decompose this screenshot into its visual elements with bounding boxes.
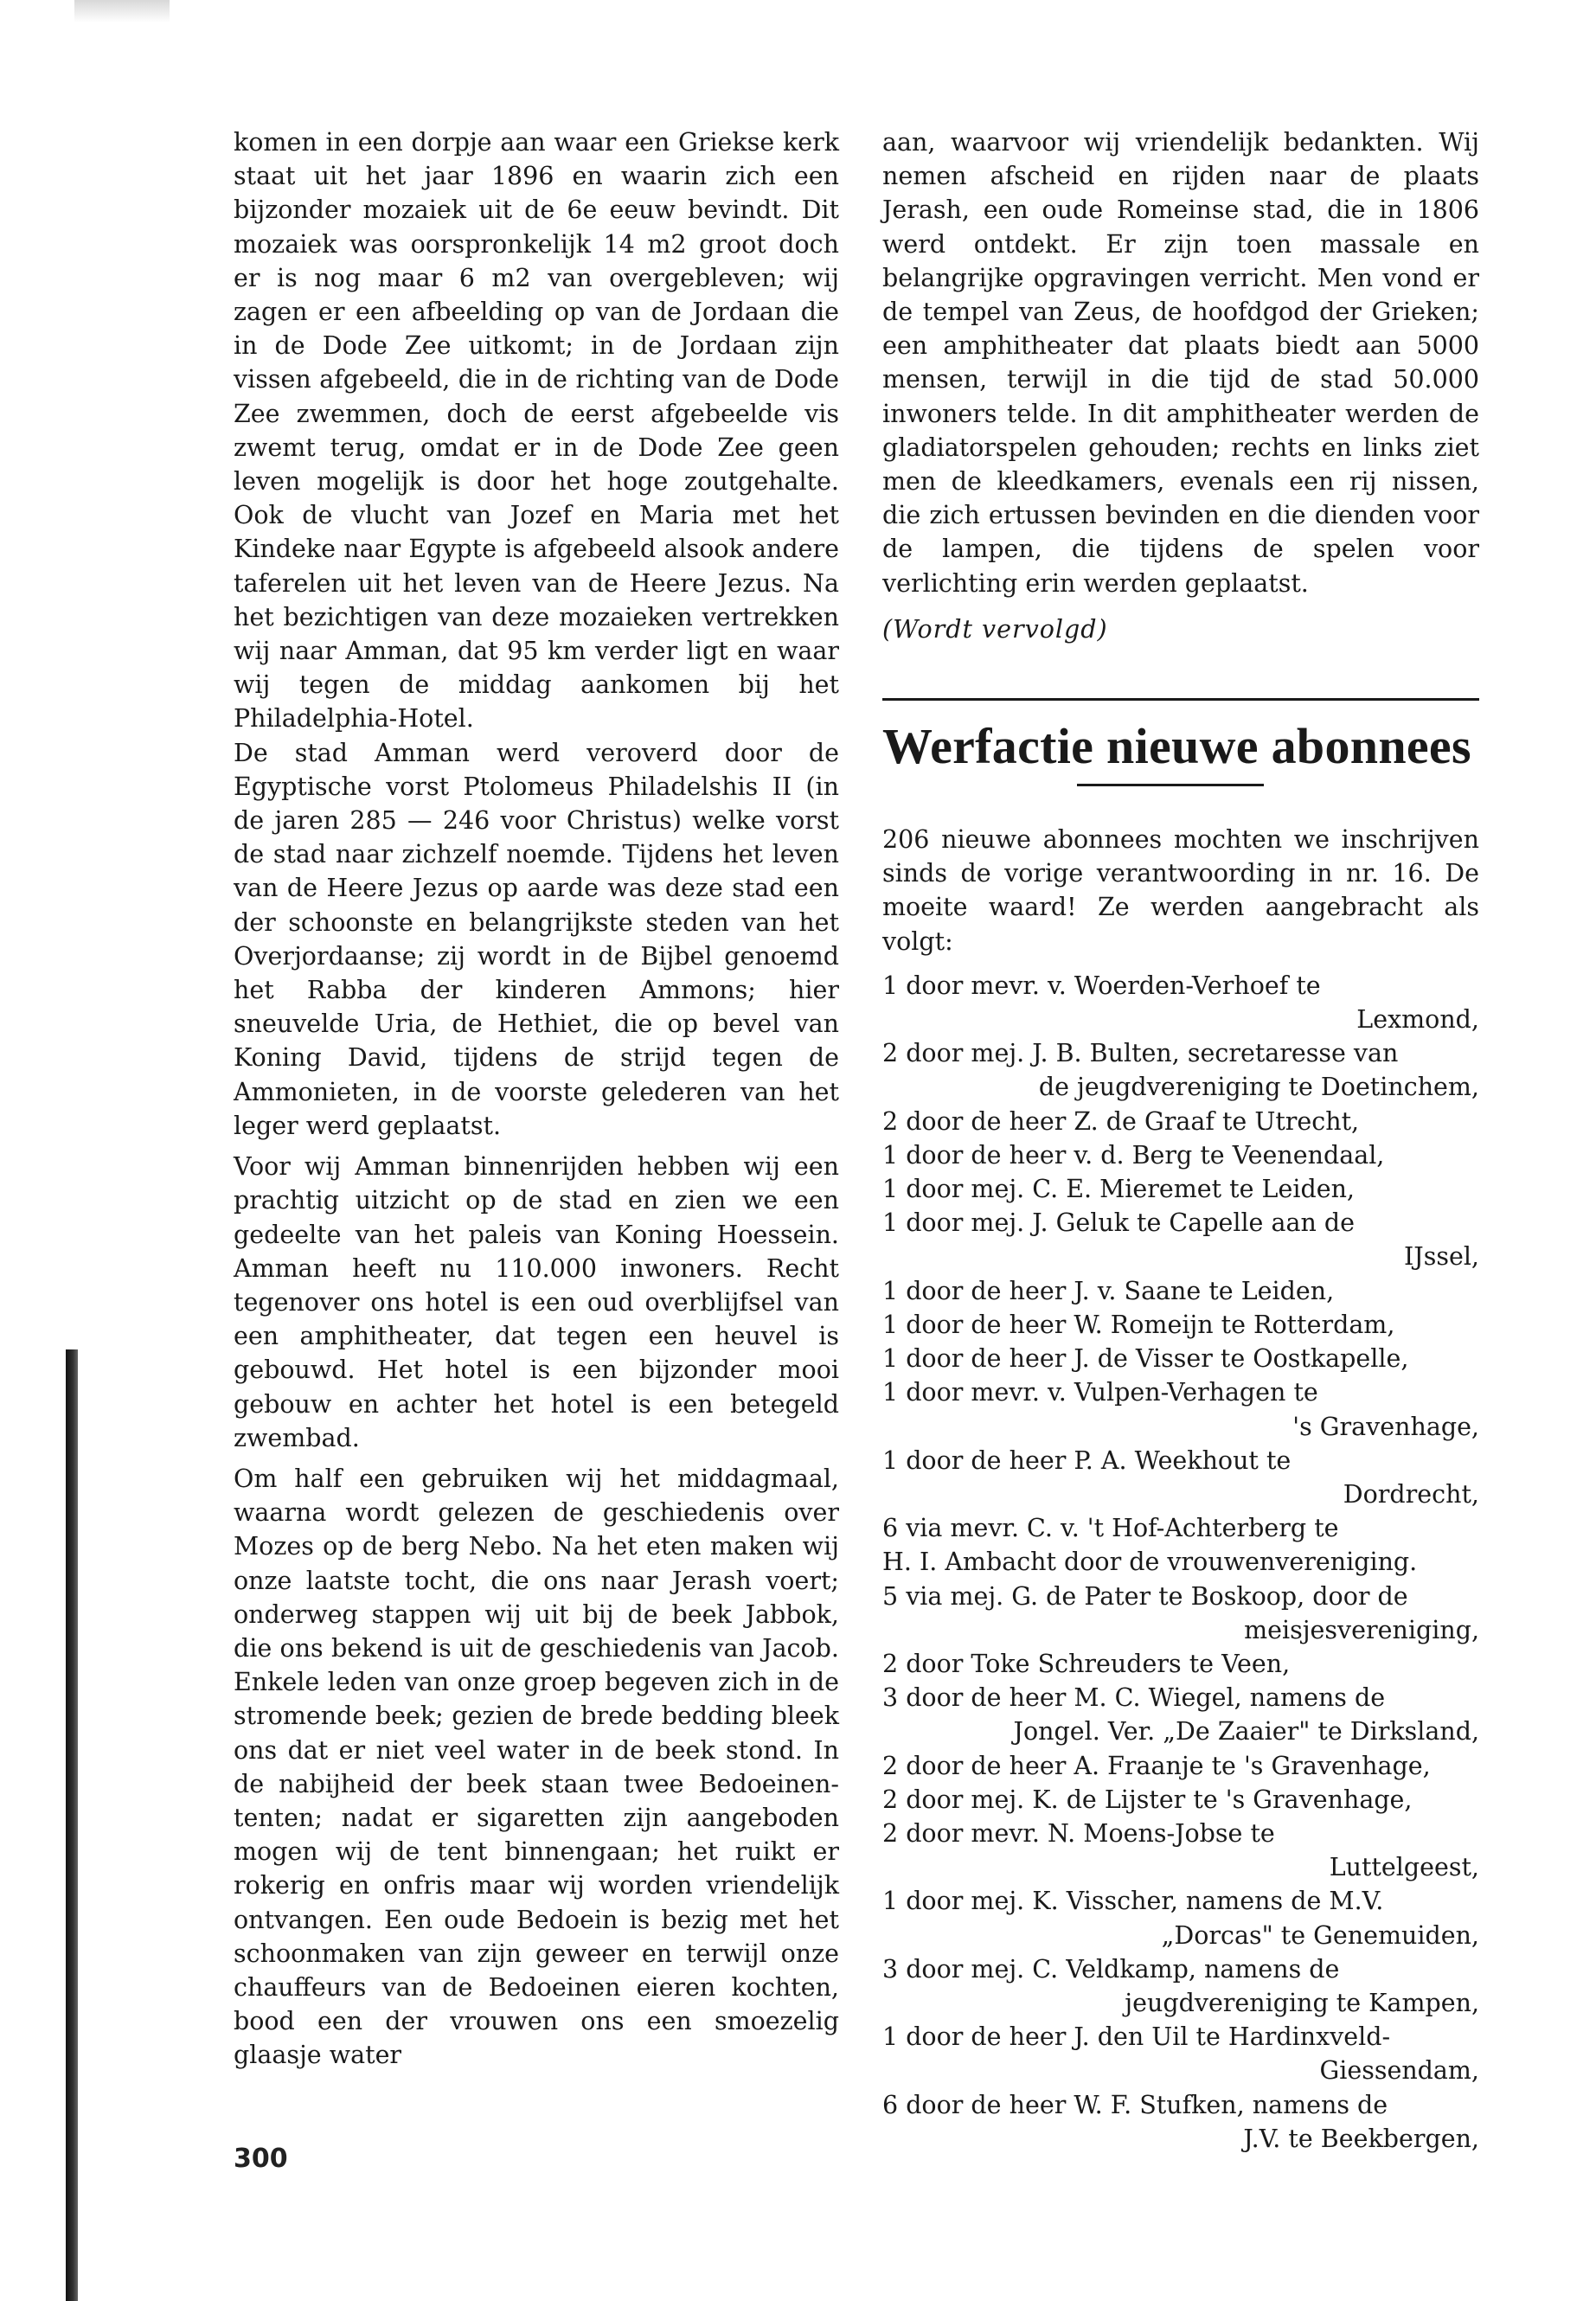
list-item	[882, 1783, 1479, 1817]
list-item	[882, 1580, 1479, 1647]
list-item-continuation: Jongel. Ver. „De Zaaier" te Dirksland,	[1013, 1717, 1479, 1747]
list-item	[882, 1647, 1479, 1681]
list-item-line: 1 door mej. C. E. Mieremet te Leiden,	[882, 1175, 1355, 1204]
scan-shadow-top	[74, 0, 170, 22]
list-item	[882, 1342, 1479, 1375]
list-item	[882, 1681, 1479, 1748]
paragraph: Om half een gebruiken wij het middagmaal, waarna wordt gelezen de geschiedenis over Mozes op de berg Nebo. Na het eten maken wij onze laatste tocht, die ons naar Jerash voert; onderweg stappen wij uit bij de beek Jabbok, die ons bekend is uit de geschiedenis van Jacob. Enkele leden van onze groep begeven zich in de stromende beek; gezien de brede bedding bleek ons dat er niet veel water in de beek stond. In de nabijheid der beek staan twee Bedoeinen-tenten; nadat er sigaretten zijn aangeboden mogen wij de tent binnengaan; het ruikt er rokerig en onfris maar wij worden vriendelijk ontvangen. Een oude Bedoein is bezig met het schoonmaken van zijn geweer en terwijl onze chauffeurs van de Bedoeinen eieren kochten, bood een der vrouwen ons een smoezelig glaasje water	[234, 1464, 839, 2070]
page-number: 300	[234, 2144, 288, 2174]
list-item-line: 2 door mej. K. de Lijster te 's Gravenhage,	[882, 1785, 1413, 1814]
list-item	[882, 1511, 1479, 1545]
paragraph: De stad Amman werd veroverd door de Egyptische vorst Ptolomeus Philadelshis II (in de jaren 285 — 246 voor Christus) welke vorst de stad naar zichzelf noemde. Tijdens het leven van de Heere Jezus op aarde was deze stad een der schoonste en belangrijkste steden van het Overjordaanse; zij wordt in de Bijbel genoemd het Rabba der kinderen Ammons; hier sneuvelde Uria, de Hethiet, die op bevel van Koning David, tijdens de strijd tegen de Ammonieten, in de voorste gelederen van het leger werd geplaatst.	[234, 738, 839, 1140]
left-column	[234, 125, 839, 2073]
right-column	[882, 125, 1479, 2156]
list-item-continuation: „Dorcas" te Genemuiden,	[1161, 1920, 1479, 1950]
list-item	[882, 1817, 1479, 1884]
list-item	[882, 1884, 1479, 1952]
list-item	[882, 1105, 1479, 1138]
list-item	[882, 2020, 1479, 2087]
intro-paragraph: 206 nieuwe abonnees mochten we inschrijven sinds de vorige verantwoording in nr. 16. De moeite waard! Ze werden aangebracht als volgt:	[882, 825, 1479, 956]
list-item-line: 2 door de heer Z. de Graaf te Utrecht,	[882, 1106, 1360, 1136]
list-item	[882, 1749, 1479, 1783]
title-underline	[1077, 784, 1264, 786]
list-item	[882, 1172, 1479, 1206]
list-item-continuation: de jeugdvereniging te Doetinchem,	[1038, 1073, 1479, 1102]
list-item-continuation: Luttelgeest,	[1329, 1853, 1479, 1882]
list-item-line: H. I. Ambacht door de vrouwenvereniging.	[882, 1548, 1418, 1577]
list-item-line: 1 door de heer J. de Visser te Oostkapelle,	[882, 1344, 1409, 1374]
list-item	[882, 1274, 1479, 1308]
list-item-continuation: J.V. te Beekbergen,	[1243, 2124, 1479, 2153]
list-item-line: 6 via mevr. C. v. 't Hof-Achterberg te	[882, 1514, 1339, 1543]
list-item	[882, 1308, 1479, 1342]
list-item-line: 5 via mej. G. de Pater te Boskoop, door de	[882, 1581, 1408, 1611]
list-item-continuation: IJssel,	[1404, 1242, 1479, 1272]
to-be-continued-note: (Wordt vervolgd)	[882, 614, 1108, 644]
paragraph: komen in een dorpje aan waar een Griekse kerk staat uit het jaar 1896 en waarin zich een bijzonder mozaiek uit de 6e eeuw bevindt. Dit mozaiek was oorspronkelijk 14 m2 groot doch er is nog maar 6 m2 van overgebleven; wij zagen er een afbeelding op van de Jordaan die in de Dode Zee uitkomt; in de Jordaan zijn vissen afgebeeld, die in de richting van de Dode Zee zwemmen, doch de eerst afgebeelde vis zwemt terug, omdat er in de Dode Zee geen leven mogelijk is door het hoge zoutgehalte. Ook de vlucht van Jozef en Maria met het Kindeke naar Egypte is afgebeeld alsook andere taferelen uit het leven van de Heere Jezus. Na het bezichtigen van deze mozaieken vertrekken wij naar Amman, dat 95 km verder ligt en waar wij tegen de middag aankomen bij het Philadelphia-Hotel.	[234, 128, 839, 734]
list-item	[882, 1206, 1479, 1273]
list-item	[882, 969, 1479, 1036]
section-divider	[882, 698, 1479, 701]
list-item	[882, 1375, 1479, 1443]
list-item-line: 2 door Toke Schreuders te Veen,	[882, 1649, 1291, 1678]
list-item-line: 1 door de heer J. den Uil te Hardinxveld-	[882, 2022, 1391, 2052]
list-item-continuation: Lexmond,	[1356, 1005, 1479, 1035]
list-item-line: 1 door mej. K. Visscher, namens de M.V.	[882, 1887, 1384, 1916]
list-item	[882, 1444, 1479, 1511]
list-item-continuation: 's Gravenhage,	[1292, 1412, 1479, 1441]
list-item-line: 3 door de heer M. C. Wiegel, namens de	[882, 1683, 1386, 1713]
list-item-line: 1 door de heer v. d. Berg te Veenendaal,	[882, 1140, 1385, 1170]
list-item	[882, 1952, 1479, 2020]
list-item-continuation: jeugdvereniging te Kampen,	[1125, 1988, 1479, 2017]
list-item	[882, 1545, 1479, 1579]
list-item-line: 1 door mevr. v. Vulpen-Verhagen te	[882, 1378, 1318, 1407]
list-item-line: 1 door mevr. v. Woerden-Verhoef te	[882, 971, 1321, 1000]
list-item-line: 1 door de heer J. v. Saane te Leiden,	[882, 1276, 1335, 1305]
subscriber-list	[882, 969, 1479, 2156]
list-item	[882, 1138, 1479, 1172]
list-item	[882, 1036, 1479, 1104]
list-item	[882, 2088, 1479, 2156]
paragraph-continuation: aan, waarvoor wij vriendelijk bedankten. Wij nemen afscheid en rijden naar de plaats Jerash, een oude Romeinse stad, die in 1806 werd ontdekt. Er zijn toen massale en belangrijke opgravingen verricht. Men vond er de tempel van Zeus, de hoofdgod der Grieken; een amphitheater dat plaats biedt aan 5000 mensen, terwijl in die tijd de stad 50.000 inwoners telde. In dit amphitheater werden de gladiatorspelen gehouden; rechts en links ziet men de kleedkamers, evenals een rij nissen, die zich ertussen bevinden en die dienden voor de lampen, die tijdens de spelen voor verlichting erin werden geplaatst.	[882, 128, 1479, 598]
list-item-continuation: Dordrecht,	[1343, 1479, 1479, 1509]
list-item-line: 3 door mej. C. Veldkamp, namens de	[882, 1954, 1340, 1984]
scan-binding-edge	[66, 1349, 78, 2301]
section-title: Werfactie nieuwe abonnees	[882, 718, 1471, 775]
list-item-line: 6 door de heer W. F. Stufken, namens de	[882, 2090, 1388, 2119]
paragraph: Voor wij Amman binnenrijden hebben wij een prachtig uitzicht op de stad en zien we een gedeelte van het paleis van Koning Hoessein. Amman heeft nu 110.000 inwoners. Recht tegenover ons hotel is een oud overblijfsel van een amphitheater, dat tegen een heuvel is gebouwd. Het hotel is een bijzonder mooi gebouw en achter het hotel is een betegeld zwembad.	[234, 1152, 839, 1452]
list-item-line: 1 door de heer P. A. Weekhout te	[882, 1445, 1292, 1475]
list-item-line: 2 door de heer A. Fraanje te 's Gravenhage,	[882, 1751, 1431, 1780]
list-item-line: 1 door mej. J. Geluk te Capelle aan de	[882, 1208, 1355, 1238]
list-item-line: 1 door de heer W. Romeijn te Rotterdam,	[882, 1310, 1395, 1339]
list-item-line: 2 door mej. J. B. Bulten, secretaresse van	[882, 1039, 1399, 1068]
list-item-line: 2 door mevr. N. Moens-Jobse te	[882, 1818, 1275, 1848]
list-item-continuation: Giessendam,	[1319, 2056, 1479, 2086]
list-item-continuation: meisjesvereniging,	[1244, 1615, 1479, 1644]
